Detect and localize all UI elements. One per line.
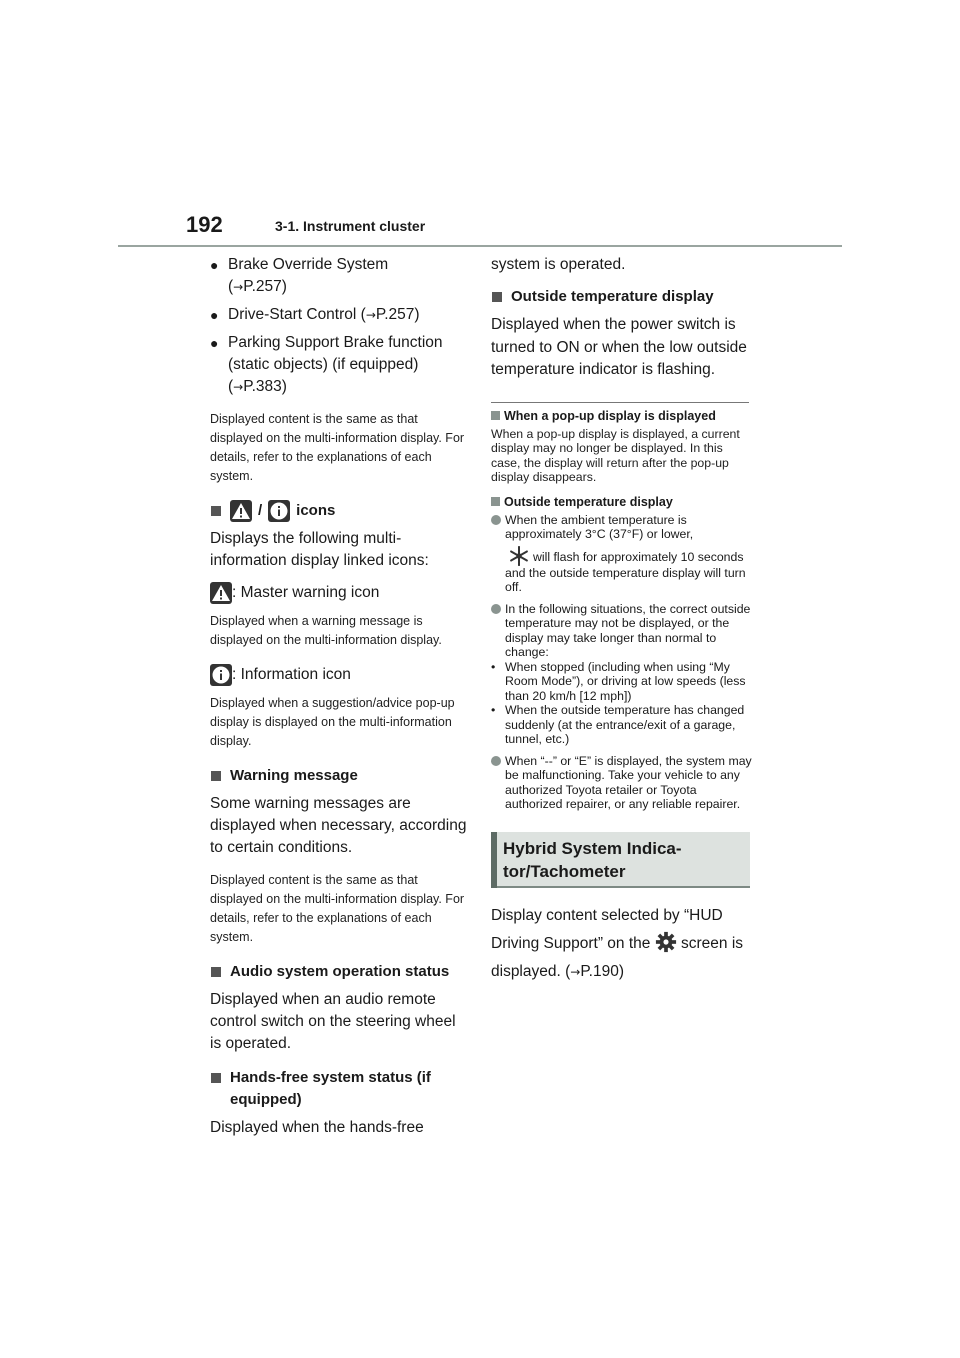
circle-bullet-icon bbox=[491, 515, 501, 525]
popup-note-text: When a pop-up display is displayed, a current display may no longer be displayed. In this case, the display will return after the pop-up display disappears. bbox=[491, 426, 740, 484]
icons-description: Displays the following multi-information display linked icons: bbox=[210, 530, 429, 569]
heading-square-icon bbox=[211, 506, 221, 516]
right-column bbox=[491, 254, 753, 986]
page-number: 192 bbox=[186, 212, 223, 237]
sub-bullet-icon: • bbox=[491, 659, 496, 674]
arrow-right-icon: → bbox=[570, 964, 581, 979]
icons-heading bbox=[210, 500, 470, 522]
master-warning-label: : Master warning icon bbox=[232, 584, 380, 601]
hybrid-description: Display content selected by “HUD Driving Support” on the screen is displayed. (→P.190) bbox=[491, 906, 744, 980]
circle-bullet-icon bbox=[491, 604, 501, 614]
section-title: 3-1. Instrument cluster bbox=[275, 218, 426, 234]
note-text: Displayed content is the same as that displayed on the multi-information display. For details, refer to the explanations of each system. bbox=[210, 873, 465, 944]
popup-note-heading: When a pop-up display is displayed bbox=[491, 409, 753, 423]
handsfree-heading: Hands-free system status (if equipped) bbox=[210, 1067, 470, 1111]
information-label: : Information icon bbox=[232, 666, 351, 683]
page-ref-link[interactable]: P.190) bbox=[580, 962, 624, 980]
warning-message-description: Some warning messages are displayed when necessary, according to certain conditions. bbox=[210, 795, 467, 856]
page-ref-link[interactable]: P.257) bbox=[375, 306, 420, 323]
information-row bbox=[210, 664, 470, 686]
list-item: When “--” or “E” is displayed, the system may be malfunctioning. Take your vehicle to any authorized Toyota retailer or Toyota authorized repairer, or any reliable repairer. bbox=[491, 754, 753, 812]
page-ref-link[interactable]: P.257) bbox=[243, 278, 287, 295]
ref-open: ( bbox=[228, 278, 234, 295]
ref-open: ( bbox=[228, 378, 234, 395]
arrow-right-icon: → bbox=[365, 308, 376, 322]
outside-temp-description: Displayed when the power switch is turned to ON or when the low outside temperature indicator is flashing. bbox=[491, 316, 747, 378]
left-column bbox=[210, 254, 470, 1147]
sub-list-item: • When the outside temperature has changed suddenly (at the entrance/exit of a garage, tunnel, etc.) bbox=[491, 703, 745, 746]
master-warning-row bbox=[210, 582, 470, 604]
heading-square-icon bbox=[211, 771, 221, 781]
arrow-right-icon: → bbox=[233, 280, 244, 294]
settings-gear-icon bbox=[655, 931, 677, 953]
section-header-title: Hybrid System Indica- tor/Tachometer bbox=[503, 838, 682, 881]
note-text: Displayed content is the same as that displayed on the multi-information display. For details, refer to the explanations of each system. bbox=[210, 412, 465, 483]
note-square-icon bbox=[491, 411, 500, 420]
list-item bbox=[210, 332, 470, 398]
section-header-bar bbox=[491, 832, 497, 888]
list-item: In the following situations, the correct outside temperature may not be displayed, or the display may take longer than normal to change: bbox=[491, 602, 753, 660]
bullet-dot-icon: ● bbox=[210, 307, 219, 323]
master-warning-icon bbox=[230, 500, 252, 522]
note-square-icon bbox=[491, 497, 500, 506]
heading-square-icon bbox=[211, 967, 221, 977]
information-icon bbox=[268, 500, 290, 522]
audio-status-heading: Audio system operation status bbox=[210, 961, 470, 983]
note-text: Displayed when a suggestion/advice pop-up display is displayed on the multi-information display. bbox=[210, 696, 455, 748]
bullet-text: Brake Override System bbox=[228, 256, 389, 273]
information-icon bbox=[210, 664, 232, 686]
continued-text: system is operated. bbox=[491, 256, 626, 273]
section-header-box bbox=[491, 832, 750, 888]
handsfree-description: Displayed when the hands-free bbox=[210, 1119, 424, 1136]
circle-bullet-icon bbox=[491, 756, 501, 766]
low-temperature-icon bbox=[509, 546, 529, 566]
note-text: Displayed when a warning message is displayed on the multi-information display. bbox=[210, 614, 442, 647]
page-ref-link[interactable]: P.383) bbox=[243, 378, 287, 395]
bullet-dot-icon: ● bbox=[210, 257, 219, 273]
list-item bbox=[210, 304, 470, 326]
icons-heading-text: icons bbox=[296, 502, 336, 519]
notes-divider bbox=[491, 402, 749, 403]
heading-square-icon bbox=[492, 292, 502, 302]
heading-square-icon bbox=[211, 1073, 221, 1083]
master-warning-icon bbox=[210, 582, 232, 604]
sub-bullet-icon: • bbox=[491, 703, 496, 717]
warning-message-heading: Warning message bbox=[210, 765, 470, 787]
outside-temp-heading: Outside temperature display bbox=[491, 286, 753, 308]
outside-temp-note-heading: Outside temperature display bbox=[491, 495, 753, 509]
sub-list-item: • When stopped (including when using “My Room Mode”), or driving at low speeds (less than 20 km/h [12 mph]) bbox=[491, 659, 746, 703]
list-item: When the ambient temperature is approximately 3°C (37°F) or lower, will flash for approximately 10 seconds and the outside temperature display will turn off. bbox=[491, 513, 753, 595]
bullet-text: Parking Support Brake function (static objects) (if equipped) bbox=[228, 334, 443, 373]
list-item bbox=[210, 254, 470, 298]
bullet-dot-icon: ● bbox=[210, 335, 219, 351]
audio-status-description: Displayed when an audio remote control switch on the steering wheel is operated. bbox=[210, 991, 456, 1052]
arrow-right-icon: → bbox=[233, 380, 244, 394]
icons-separator: / bbox=[258, 502, 263, 519]
header-divider bbox=[118, 245, 842, 247]
page-header bbox=[118, 212, 842, 248]
bullet-text: Drive-Start Control ( bbox=[228, 306, 366, 323]
